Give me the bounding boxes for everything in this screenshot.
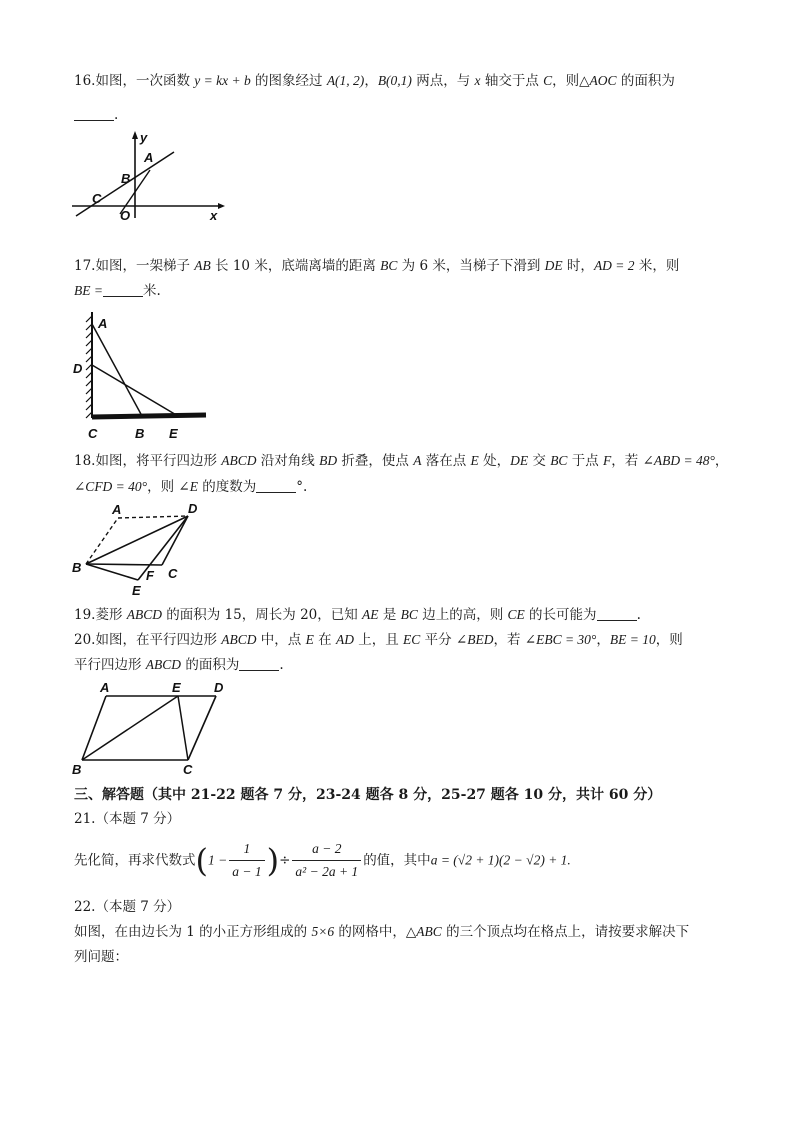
q17-label-c: C	[88, 426, 98, 440]
q22-head: 22.（本题 7 分）	[74, 899, 181, 915]
q17-label-a: A	[98, 316, 108, 331]
q20-label-b: B	[72, 762, 82, 776]
answer-blank[interactable]	[239, 657, 279, 671]
answer-blank[interactable]	[74, 107, 114, 121]
q16-label-c: C	[92, 191, 102, 206]
section-heading: 三、解答题（其中 21-22 题各 7 分，23-24 题各 8 分，25-27 题各 10 分，共计 60 分）	[74, 787, 662, 803]
fraction: $\frac{1}{a - 1}$	[229, 838, 264, 883]
q17-line1: 17.如图，一架梯子 AB 长 10 米，底端离墙的距离 BC 为 6 米，当梯子下滑到 DE 时，AD = 2 米，则	[74, 258, 680, 274]
q16-figure	[70, 128, 230, 220]
q17-label-b: B	[135, 426, 145, 440]
q18-line1: 18.如图，将平行四边形 ABCD 沿对角线 BD 折叠，使点 A 落在点 E 处，DE 交 BC 于点 F，若 ∠ABD = 48°，	[74, 453, 729, 469]
q22-line1: 如图，在由边长为 1 的小正方形组成的 5×6 的网格中，△ABC 的三个顶点均在格点上，请按要求解决下	[74, 924, 690, 940]
q18-figure	[70, 500, 210, 596]
q16-answer-line: .	[74, 106, 118, 124]
q18-label-b: B	[72, 560, 82, 575]
answer-blank[interactable]	[597, 607, 637, 621]
q17-line2: BE = 米.	[74, 283, 161, 299]
q18-label-a: A	[112, 502, 122, 517]
q19-line1: 19.菱形 ABCD 的面积为 15，周长为 20，已知 AE 是 BC 边上的高，则 CE 的长可能为 .	[74, 607, 641, 623]
answer-blank[interactable]	[256, 479, 296, 493]
q17-label-e: E	[169, 426, 178, 440]
q18-label-f: F	[146, 568, 154, 583]
q16-label-y: y	[140, 130, 148, 145]
q22-line2: 列问题：	[74, 949, 128, 965]
q16-label-a: A	[144, 150, 154, 165]
q20-figure	[70, 680, 240, 776]
q20-label-e: E	[172, 680, 181, 695]
fraction: $\frac{a - 2}{\text{a² − 2a + 1}}$	[292, 838, 361, 883]
q20-label-d: D	[214, 680, 224, 695]
q16-label-o: O	[120, 208, 131, 220]
q17-label-d: D	[73, 361, 83, 376]
q18-label-c: C	[168, 566, 178, 581]
answer-blank[interactable]	[103, 283, 143, 297]
q20-line1: 20.如图，在平行四边形 ABCD 中，点 E 在 AD 上，且 EC 平分 ∠BED，若 ∠EBC = 30°，BE = 10，则	[74, 632, 683, 648]
q17-figure	[72, 310, 212, 440]
q20-label-c: C	[183, 762, 193, 776]
q20-label-a: A	[100, 680, 110, 695]
q18-label-e: E	[132, 583, 141, 596]
q18-line2: ∠CFD = 40°，则 ∠E 的度数为 °.	[74, 479, 308, 495]
q18-label-d: D	[188, 501, 198, 516]
q16-label-x: x	[210, 208, 218, 220]
q16-line1: 16.如图，一次函数 y = kx + b 的图象经过 A(1, 2)，B(0,1) 两点，与 x 轴交于点 C，则△AOC 的面积为	[74, 73, 675, 89]
q21-expression: 先化简，再求代数式(1 − $\frac{1}{a - 1}$ )÷ $\frac{a - 2}{\text{a² − 2a + 1}}$ 的值，其中a = (√2 + 1)(2 − √2) + 1.	[74, 838, 571, 883]
q20-line2: 平行四边形 ABCD 的面积为 .	[74, 657, 284, 673]
q21-head: 21.（本题 7 分）	[74, 811, 181, 827]
q16-label-b: B	[121, 171, 131, 186]
